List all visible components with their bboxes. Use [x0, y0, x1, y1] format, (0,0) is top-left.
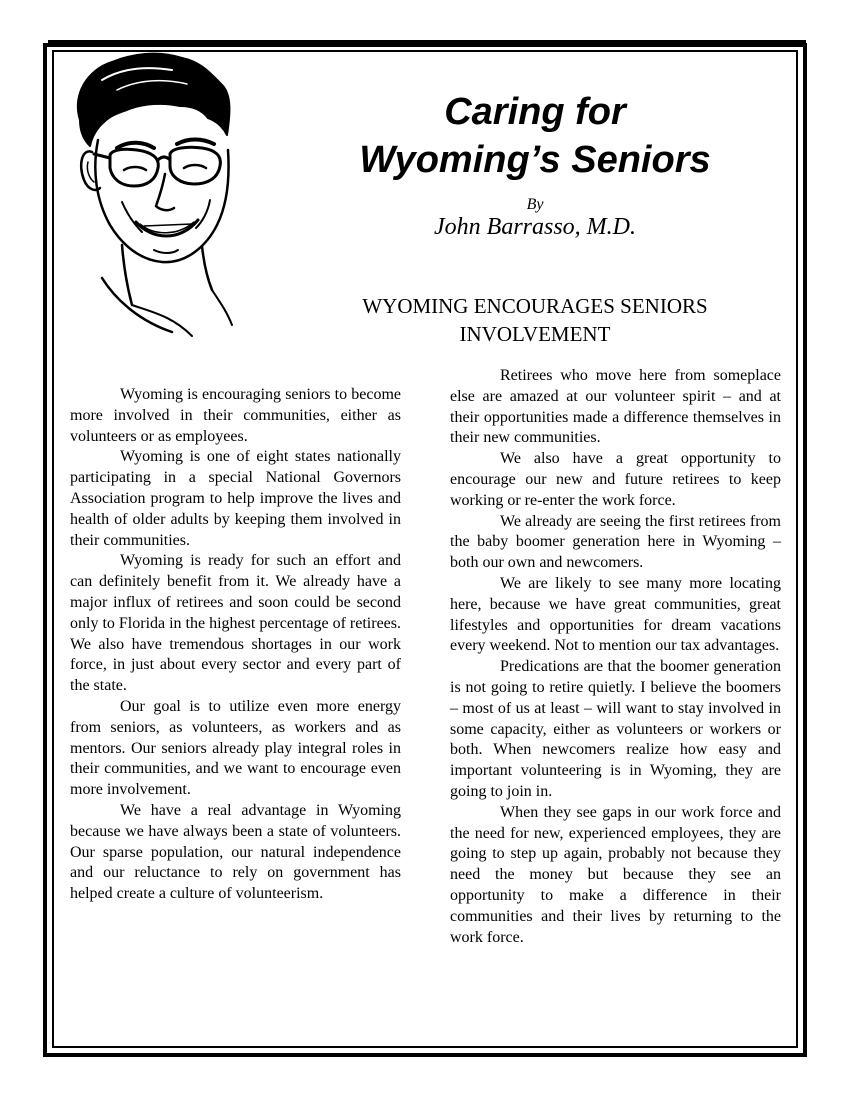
paragraph: We also have a great opportunity to encourage our new and future retirees to keep working or re-enter the work force. [450, 450, 781, 509]
title-line-1: Caring for [444, 91, 626, 133]
byline-label: By [526, 196, 544, 213]
paragraph: Wyoming is encouraging seniors to become more involved in their communities, either as volunteers or as employees. [70, 386, 401, 445]
paragraph: Retirees who move here from someplace else are amazed at our volunteer spirit – and at their opportunities made a difference themselves in their new communities. [450, 367, 781, 447]
paragraph: We have a real advantage in Wyoming because we have always been a state of volunteers. Our sparse population, our natural independence and our reluctance to rely on government has helped create a culture of volunteerism. [70, 801, 401, 903]
paragraph: Predications are that the boomer generation is not going to retire quietly. I believe the boomers – most of us at least – will want to stay involved in some capacity, either as volunteers or workers or both. When newcomers realize how easy and important volunteering is in Wyoming, they are going to join in. [450, 658, 781, 800]
paragraph: Wyoming is ready for such an effort and can definitely benefit from it. We already have a major influx of retirees and soon could be second only to Florida in the highest percentage of retirees. We also have tremendous shortages in our work force, in just about every sector and every part of the state. [70, 552, 402, 695]
author-portrait-drawing [62, 40, 262, 340]
headline-line-2: INVOLVEMENT [459, 322, 611, 346]
paragraph: We are likely to see many more locating here, because we have great communities, great lifestyles and opportunities for dream vacations every weekend. Not to mention our tax advantages. [450, 574, 781, 655]
article-headline [300, 292, 770, 348]
right-column [450, 366, 781, 948]
paragraph: When they see gaps in our work force and the need for new, experienced employees, they are going to step up again, probably not because they need the money but because they see an opportunity to make a difference in their communities and their lives by returning to the work force. [450, 803, 781, 946]
title-line-2: Wyoming’s Seniors [359, 139, 711, 181]
left-column [70, 385, 401, 905]
article-title [300, 88, 770, 184]
headline-line-1: WYOMING ENCOURAGES SENIORS [362, 294, 708, 318]
paragraph: Our goal is to utilize even more energy from seniors, as volunteers, as workers and as mentors. Our seniors already play integral roles in their communities, and we want to encourage even more involvement. [70, 697, 401, 799]
paragraph: Wyoming is one of eight states nationally participating in a special National Governors Association program to help improve the lives and health of older adults by keeping them involved in their communities. [70, 448, 401, 549]
author-name: John Barrasso, M.D. [434, 214, 636, 240]
paragraph: We already are seeing the first retirees from the baby boomer generation here in Wyoming – both our own and newcomers. [450, 512, 781, 572]
